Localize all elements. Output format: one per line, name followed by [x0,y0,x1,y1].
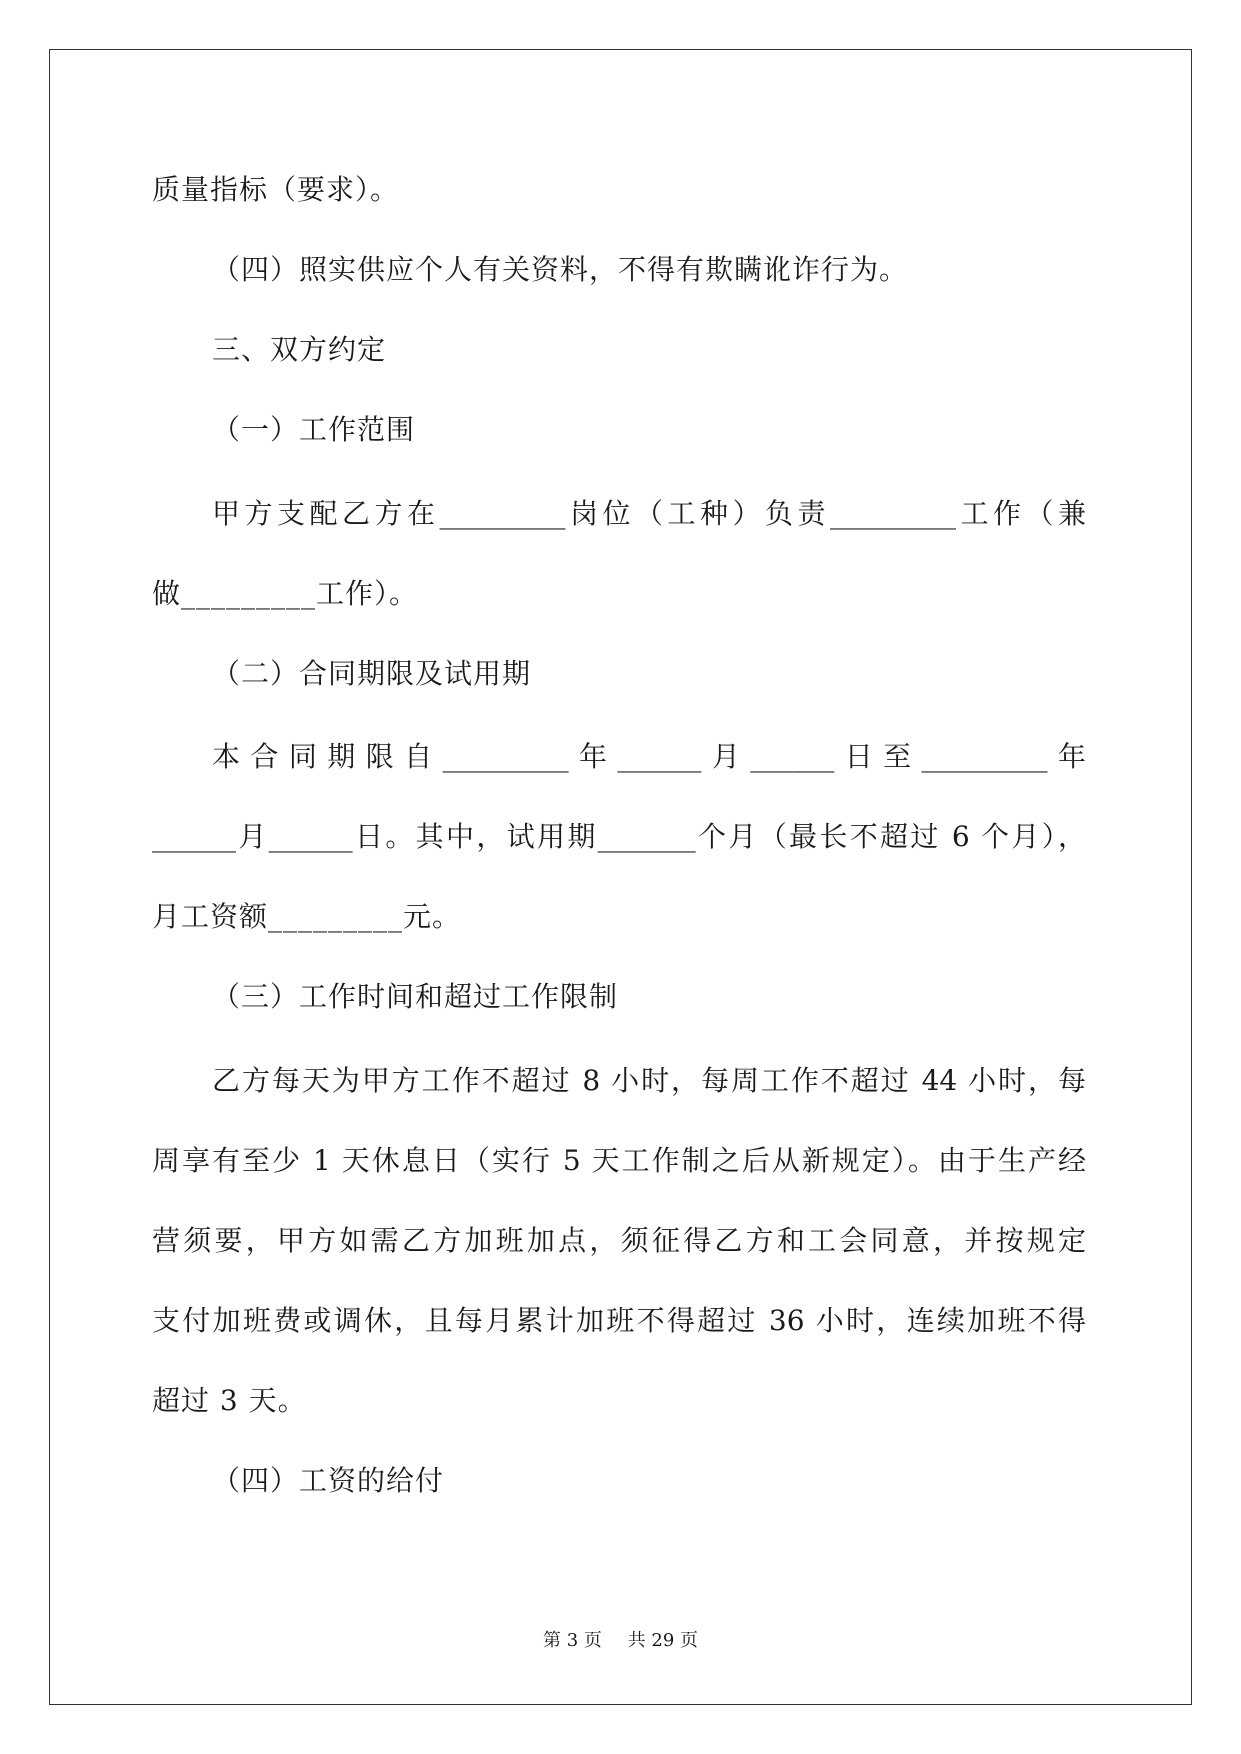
page-border [49,49,1192,1705]
text-line-12: 乙方每天为甲方工作不超过 8 小时，每周工作不超过 44 小时，每 [212,1064,1086,1097]
total-pages: 共 29 页 [627,1630,698,1651]
subheading-work-hours: （三）工作时间和超过工作限制 [212,980,619,1013]
text-line-8: 本合同期限自_________年______月______日至_________年 [212,740,1086,773]
page-number: 第 3 页 [543,1630,602,1651]
text-line-5: 甲方支配乙方在_________岗位（工种）负责_________工作（兼 [212,497,1086,530]
subheading-work-scope: （一）工作范围 [212,413,416,446]
text-line-1: 质量指标（要求）。 [152,173,400,206]
page-footer [0,1629,1241,1653]
section-heading-3: 三、双方约定 [212,333,387,366]
text-line-14: 营须要，甲方如需乙方加班加点，须征得乙方和工会同意，并按规定 [152,1224,1086,1257]
text-line-15: 支付加班费或调休，且每月累计加班不得超过 36 小时，连续加班不得 [152,1304,1086,1337]
text-line-10: 月工资额_________元。 [152,900,462,933]
subheading-contract-term: （二）合同期限及试用期 [212,657,532,690]
text-line-6: 做_________工作）。 [152,577,419,610]
subheading-wage-payment: （四）工资的给付 [212,1464,445,1497]
text-line-9: ______月______日。其中，试用期_______个月（最长不超过 6 个月）， [152,820,1086,853]
text-line-13: 周享有至少 1 天休息日（实行 5 天工作制之后从新规定）。由于生产经 [152,1144,1086,1177]
text-line-2: （四）照实供应个人有关资料，不得有欺瞒讹诈行为。 [212,253,909,286]
text-line-16: 超过 3 天。 [152,1384,307,1417]
